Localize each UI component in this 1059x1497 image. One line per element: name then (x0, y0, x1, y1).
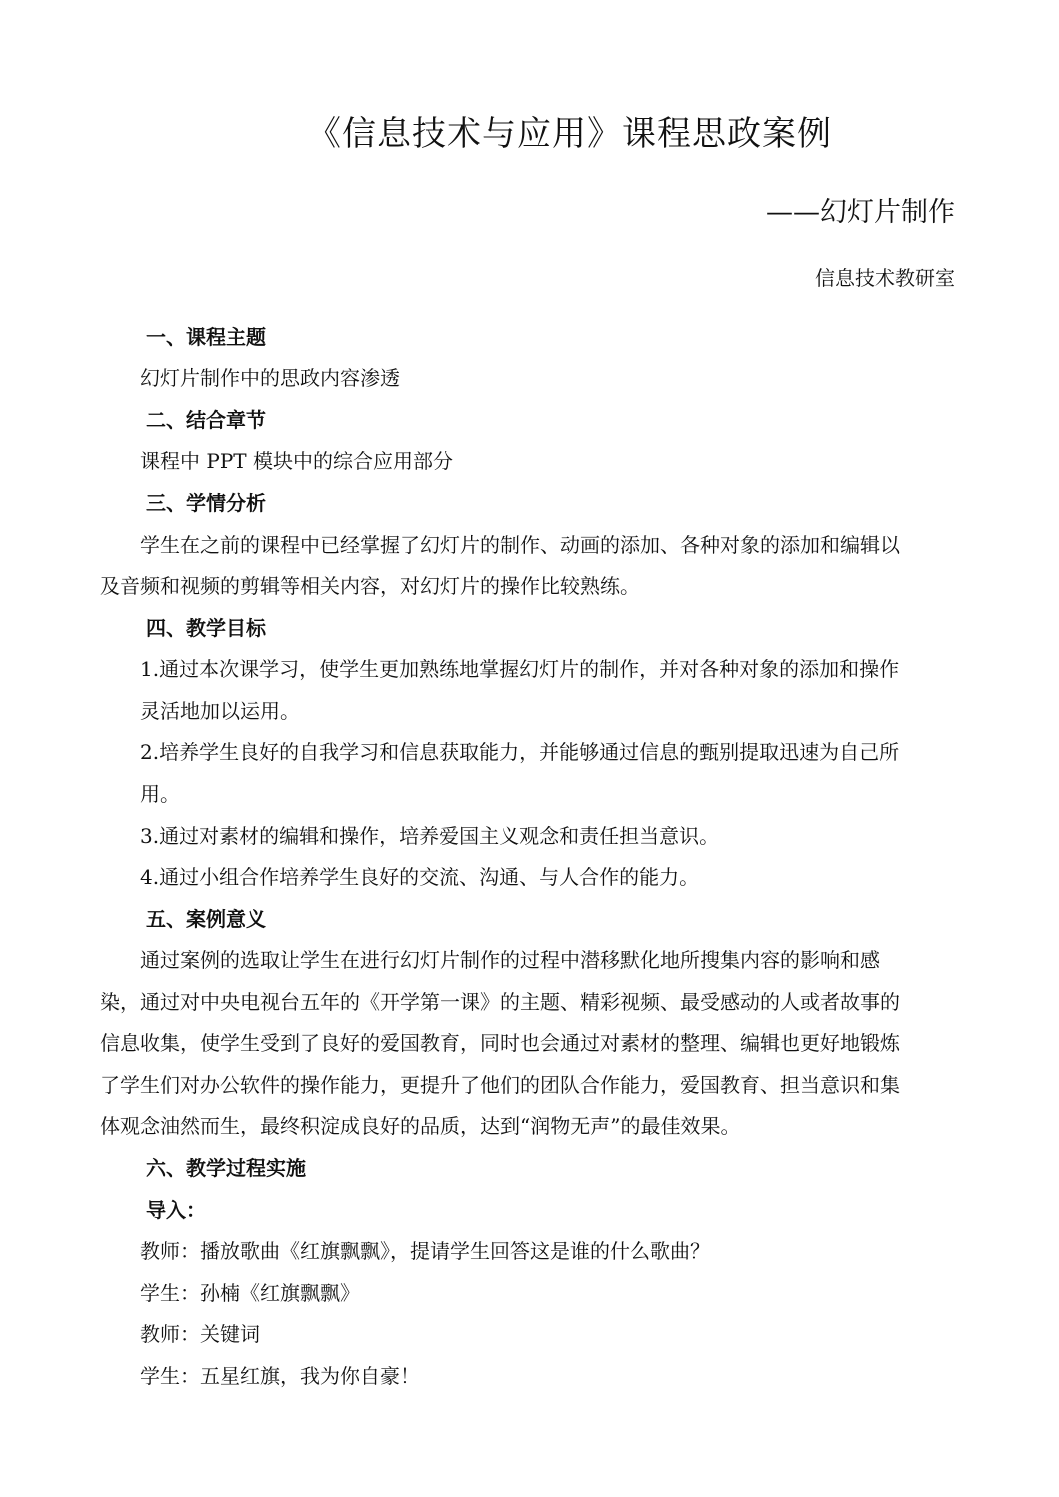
list-item: 灵活地加以运用。 (140, 699, 300, 723)
paragraph: 体观念油然而生，最终积淀成良好的品质，达到“润物无声”的最佳效果。 (100, 1114, 741, 1138)
paragraph: 及音频和视频的剪辑等相关内容，对幻灯片的操作比较熟练。 (100, 574, 640, 598)
paragraph: 教师：播放歌曲《红旗飘飘》，提请学生回答这是谁的什么歌曲？ (140, 1239, 710, 1263)
paragraph: 学生：五星红旗，我为你自豪！ (140, 1364, 420, 1388)
paragraph: 幻灯片制作中的思政内容渗透 (140, 366, 400, 390)
document-subtitle: ——幻灯片制作 (766, 197, 955, 228)
list-item: 3.通过对素材的编辑和操作，培养爱国主义观念和责任担当意识。 (140, 824, 720, 848)
section-heading: 四、教学目标 (146, 616, 266, 640)
list-item: 2.培养学生良好的自我学习和信息获取能力，并能够通过信息的甄别提取迅速为自己所 (140, 740, 900, 764)
document-author: 信息技术教研室 (815, 266, 955, 290)
list-item: 1.通过本次课学习，使学生更加熟练地掌握幻灯片的制作，并对各种对象的添加和操作 (140, 657, 900, 681)
paragraph: 课程中 PPT 模块中的综合应用部分 (140, 449, 453, 473)
document-title: 《信息技术与应用》课程思政案例 (307, 114, 832, 154)
sub-heading: 导入： (146, 1198, 206, 1222)
paragraph: 染，通过对中央电视台五年的《开学第一课》的主题、精彩视频、最受感动的人或者故事的 (100, 990, 900, 1014)
section-heading: 六、教学过程实施 (146, 1156, 306, 1180)
paragraph: 信息收集，使学生受到了良好的爱国教育，同时也会通过对素材的整理、编辑也更好地锻炼 (100, 1031, 900, 1055)
section-heading: 一、课程主题 (146, 325, 266, 349)
paragraph: 学生在之前的课程中已经掌握了幻灯片的制作、动画的添加、各种对象的添加和编辑以 (140, 533, 900, 557)
paragraph: 通过案例的选取让学生在进行幻灯片制作的过程中潜移默化地所搜集内容的影响和感 (140, 948, 880, 972)
paragraph: 学生：孙楠《红旗飘飘》 (140, 1281, 360, 1305)
list-item: 用。 (140, 782, 180, 806)
section-heading: 二、结合章节 (146, 408, 266, 432)
section-heading: 三、学情分析 (146, 491, 266, 515)
list-item: 4.通过小组合作培养学生良好的交流、沟通、与人合作的能力。 (140, 865, 700, 889)
paragraph: 了学生们对办公软件的操作能力，更提升了他们的团队合作能力，爱国教育、担当意识和集 (100, 1073, 900, 1097)
section-heading: 五、案例意义 (146, 907, 266, 931)
paragraph: 教师：关键词 (140, 1322, 260, 1346)
